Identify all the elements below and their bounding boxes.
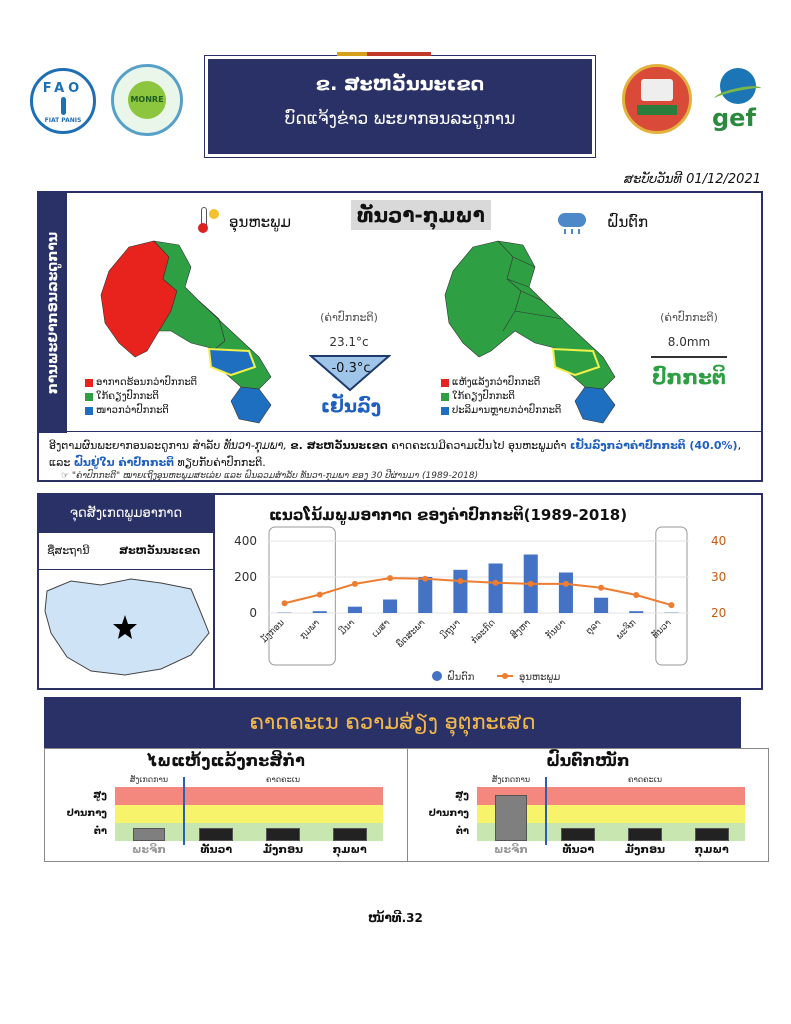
risk-header: ຄາດຄະເນ ຄວາມສ່ຽງ ອຸຕຸກະເສດ: [44, 697, 741, 748]
risk-month-label: ພະຈິກ: [494, 843, 528, 856]
wheat-icon: [61, 97, 66, 115]
risk-bar: [628, 828, 662, 842]
risk-panel-title: ຝົນຕົກໜັກ: [546, 751, 630, 770]
temperature-point: [668, 602, 674, 608]
y-right-tick: 40: [711, 534, 727, 548]
temperature-point: [282, 600, 288, 606]
risk-level-label: ຕ່ຳ: [455, 826, 469, 837]
seasonal-forecast-panel: [37, 191, 763, 482]
station-name-label: ຊື່ສະຖານີ: [47, 544, 90, 557]
rain-cloud-icon: [556, 209, 588, 235]
station-name-row: [39, 533, 213, 570]
temp-normal-caption: (ຄ່າປົກກະຕິ): [320, 311, 378, 324]
y-right-tick: 20: [711, 606, 727, 620]
climatology-chart: [219, 525, 759, 687]
risk-bar: [133, 828, 165, 842]
risk-month-label: ມັງກອນ: [262, 843, 304, 856]
legend-temp-label: ອຸນຫະພູມ: [519, 672, 561, 683]
rain-legend-normal: ໃກ້ຄຽງປົກກະຕິ: [441, 391, 515, 402]
x-tick-label: ຕຸລາ: [584, 618, 604, 637]
rain-category: ປົກກະຕິ: [652, 365, 726, 389]
rain-bar: [418, 577, 432, 613]
x-tick-label: ມັງກອນ: [259, 618, 287, 646]
temperature-point: [422, 576, 428, 582]
rain-normal-caption: (ຄ່າປົກກະຕິ): [660, 311, 718, 324]
temp-legend-normal: ໃກ້ຄຽງປົກກະຕິ: [85, 391, 159, 402]
rain-bar: [559, 573, 573, 614]
forecast-label: ຄາດຄະເນ: [265, 775, 300, 784]
forecast-side-label: ການພະຍາກອນລະດູການ: [39, 193, 67, 433]
rainfall-label: ຝົນຕົກ: [607, 213, 649, 231]
observed-label: ສັງເກດການ: [129, 775, 169, 784]
risk-bar: [695, 828, 729, 842]
rain-divider: [651, 356, 727, 358]
lao-emblem-logo: [622, 64, 692, 134]
observed-label: ສັງເກດການ: [491, 775, 531, 784]
risk-bar: [333, 828, 367, 842]
rain-normal-value: 8.0mm: [667, 335, 711, 349]
fao-logo: FAO FIAT PANIS: [30, 68, 96, 134]
province-locator-map: [41, 573, 211, 679]
x-tick-label: ກໍລະກົດ: [469, 618, 498, 647]
forecast-footnote: ☞ "ຄ່າປົກກະຕິ" ໝາຍເຖິງອຸນຫະພູມສະເລ່ຍ ແລະ ຝົນລວມສຳລັບ ທັນວາ-ກຸມພາ ຂອງ 30 ປີຜ່ານມາ (1989-2018): [61, 471, 479, 481]
gef-logo: gef: [710, 66, 766, 136]
risk-month-label: ທັນວາ: [562, 843, 595, 856]
rain-bar: [383, 600, 397, 614]
risk-level-label: ປານກາງ: [428, 808, 469, 819]
highlight-box: [656, 527, 687, 665]
y-right-tick: 30: [711, 570, 727, 584]
rain-bar: [313, 611, 327, 613]
temperature-point: [528, 581, 534, 587]
risk-month-label: ທັນວາ: [200, 843, 233, 856]
risk-panel-title: ໄພແຫ້ງແລ້ງກະສິກຳ: [147, 751, 305, 770]
season-label: ທັນວາ-ກຸມພາ: [351, 200, 491, 230]
x-tick-label: ມີນາ: [337, 618, 358, 638]
obs-forecast-divider: [545, 777, 547, 845]
y-left-tick: 400: [234, 534, 257, 548]
page-number: ໜ້າທີ.32: [368, 911, 423, 925]
risk-bar: [266, 828, 300, 842]
legend-temp-dot: [502, 673, 508, 679]
temperature-line: [285, 578, 672, 605]
rain-bar: [629, 611, 643, 613]
risk-level-label: ຕ່ຳ: [93, 826, 107, 837]
rain-bar: [489, 564, 503, 614]
thermometer-icon: [197, 207, 209, 233]
obs-forecast-divider: [183, 777, 185, 845]
risk-month-label: ພະຈິກ: [132, 843, 166, 856]
forecast-label: ຄາດຄະເນ: [627, 775, 662, 784]
temp-legend-hot: ອາກາດຮ້ອນກວ່າປົກກະຕິ: [85, 377, 197, 388]
rain-bar: [594, 598, 608, 613]
x-tick-label: ທັນວາ: [650, 618, 674, 641]
x-tick-label: ເມສາ: [370, 618, 393, 640]
forecast-description: ອີງຕາມຜົນພະຍາກອນລະດູການ ສຳລັບ ທັນວາ-ກຸມພາ, ຂ. ສະຫວັນນະເຂດ ຄາດຄະເນມີຄວາມເປັນໄປ ອຸນຫະພູມຕ່ຳ ເຢັນລົງກວ່າຄ່າປົກກະຕິ (40.0%), ແລະ ຝົນຢູ່ໃນ ຄ່າປົກກະຕິ ທຽບກັບຄ່າປົກກະຕິ.: [49, 439, 742, 469]
risk-level-label: ສູງ: [93, 790, 107, 801]
x-tick-label: ກັນຍາ: [544, 618, 569, 642]
risk-level-label: ປານກາງ: [66, 808, 107, 819]
risk-month-label: ກຸມພາ: [332, 843, 367, 856]
climatology-chart-title: ແນວໂນ້ມພູມອາກາດ ຂອງຄ່າປົກກະຕິ(1989-2018): [269, 506, 628, 524]
temperature-point: [563, 581, 569, 587]
temp-category: ເຢັນລົງ: [320, 396, 382, 417]
temp-normal-value: 23.1°c: [329, 335, 369, 349]
temp-anomaly: -0.3°c: [331, 361, 371, 376]
climatology-panel: [37, 493, 763, 690]
risk-month-label: ກຸມພາ: [694, 843, 729, 856]
risk-month-label: ມັງກອນ: [624, 843, 666, 856]
risk-band: [115, 805, 383, 823]
temperature-point: [633, 592, 639, 598]
province-title: ຂ. ສະຫວັນນະເຂດ: [315, 73, 485, 95]
station-header: ຈຸດສັງເກດພູມອາກາດ: [39, 495, 213, 533]
y-left-tick: 200: [234, 570, 257, 584]
temperature-point: [317, 592, 323, 598]
temperature-point: [387, 575, 393, 581]
risk-bar: [495, 795, 527, 841]
risk-level-label: ສູງ: [455, 790, 469, 801]
legend-rain-label: ຝົນຕົກ: [447, 672, 475, 683]
temperature-point: [493, 580, 499, 586]
x-tick-label: ກຸມພາ: [298, 618, 322, 642]
station-name-value: ສະຫວັນນະເຂດ: [119, 544, 201, 557]
x-tick-label: ສິງຫາ: [509, 618, 533, 642]
header-banner: [204, 55, 596, 158]
rain-bar: [348, 607, 362, 613]
temp-legend-cold: ໜາວກວ່າປົກກະຕິ: [85, 405, 169, 416]
rain-legend-wet: ປະລິມານຫຼາຍກວ່າປົກກະຕິ: [441, 405, 561, 416]
highlight-box: [269, 527, 335, 665]
risk-bar: [561, 828, 595, 842]
rain-legend-dry: ແຫ້ງແລ້ງກວ່າປົກກະຕິ: [441, 377, 540, 388]
x-tick-label: ພະຈິກ: [614, 618, 639, 642]
temperature-point: [352, 581, 358, 587]
rain-bar: [453, 570, 467, 613]
temperature-point: [598, 585, 604, 591]
risk-panels: [44, 748, 769, 862]
bulletin-subtitle: ບົດແຈ້ງຂ່າວ ພະຍາກອນລະດູການ: [284, 109, 516, 129]
x-tick-label: ມິຖຸນາ: [439, 618, 463, 642]
legend-rain-marker: [432, 671, 442, 681]
x-tick-label: ພຶດສະພາ: [395, 618, 428, 651]
issue-date: ສະບັບວັນທີ 01/12/2021: [624, 172, 761, 187]
risk-bar: [199, 828, 233, 842]
y-left-tick: 0: [249, 606, 257, 620]
temperature-point: [457, 578, 463, 584]
risk-band: [115, 787, 383, 805]
temperature-label: ອຸນຫະພູມ: [229, 213, 291, 231]
monre-logo: MONRE: [111, 64, 183, 136]
